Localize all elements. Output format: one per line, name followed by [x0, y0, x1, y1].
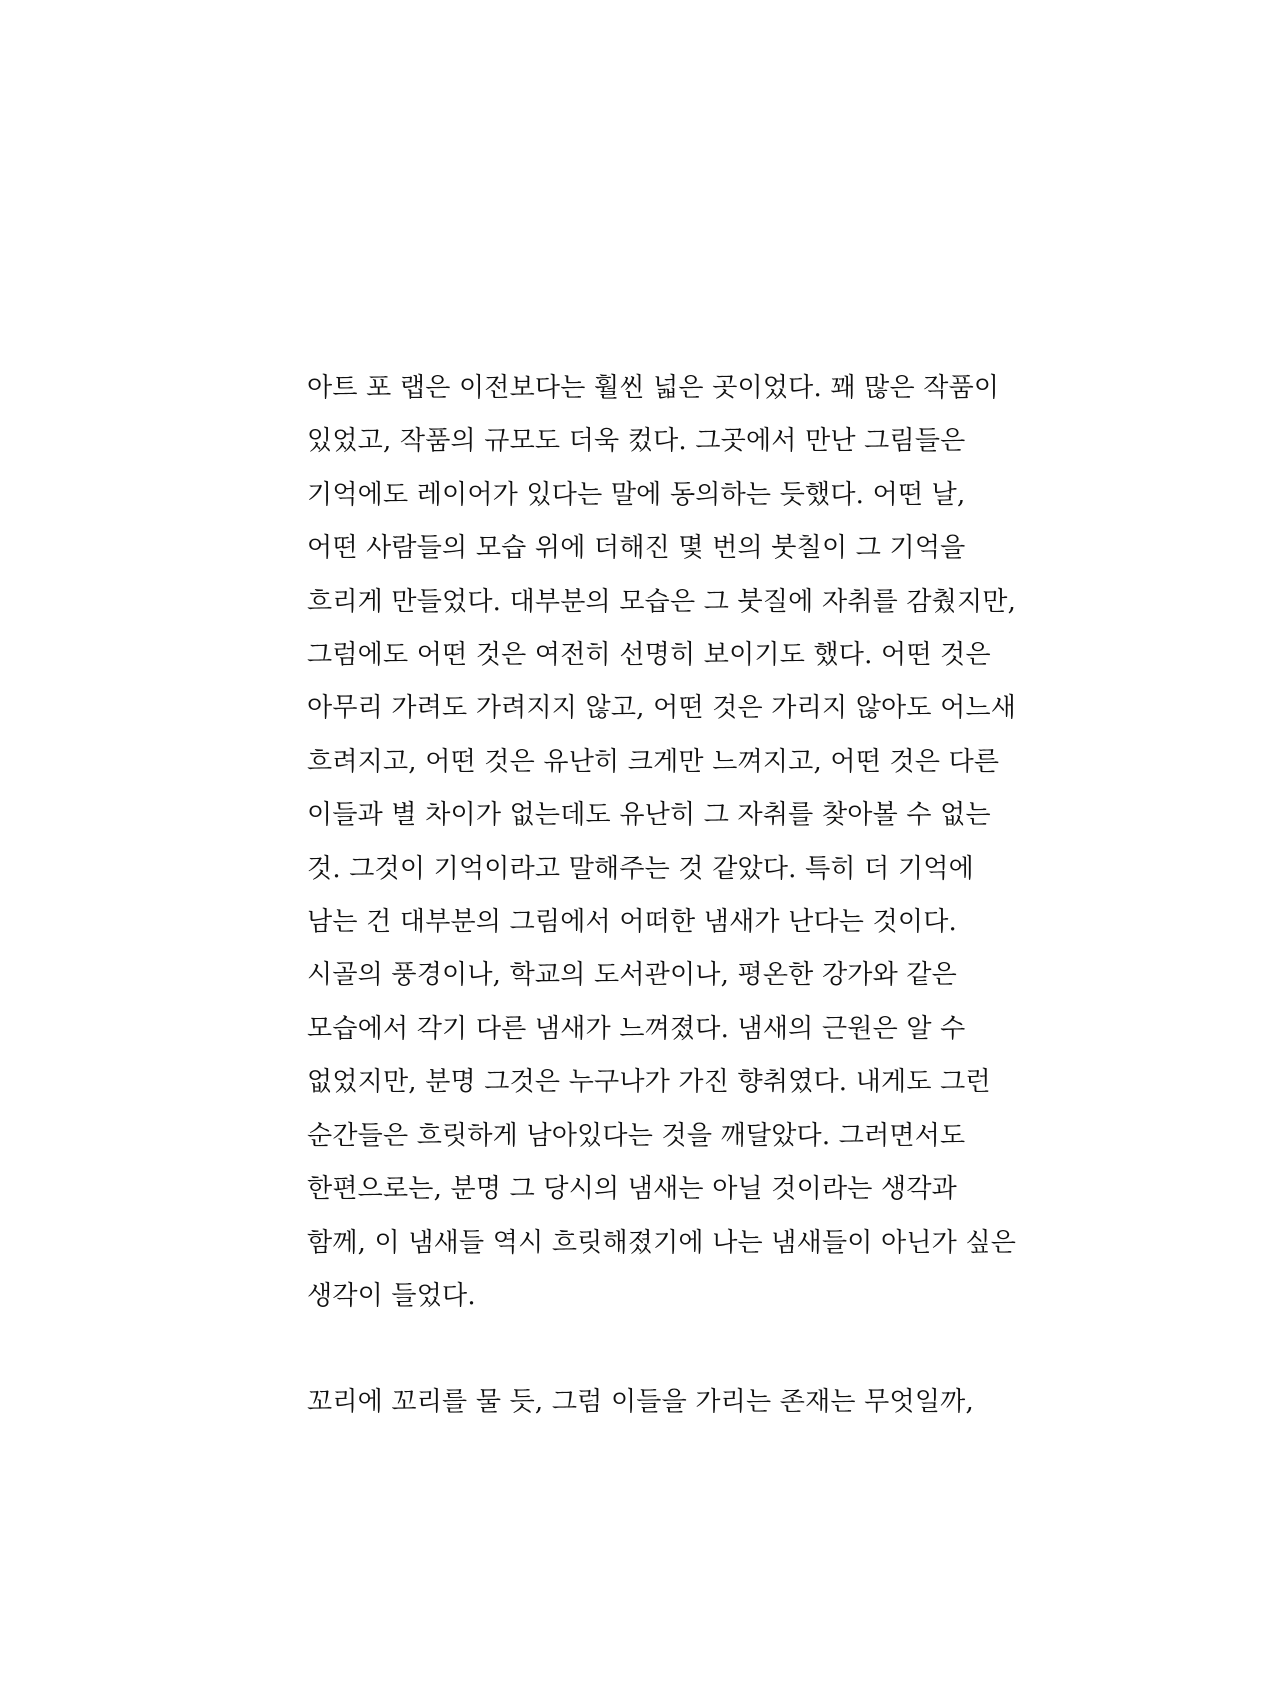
- text-line: 꼬리에 꼬리를 물 듯, 그럼 이들을 가리는 존재는 무엇일까,: [307, 1387, 974, 1418]
- text-line: 아트 포 랩은 이전보다는 훨씬 넓은 곳이었다. 꽤 많은 작품이: [307, 373, 1000, 403]
- document-page: [307, 362, 1017, 1430]
- text-line: 순간들은 흐릿하게 남아있다는 것을 깨달았다. 그러면서도: [307, 1120, 966, 1151]
- text-line: 그럼에도 어떤 것은 여전히 선명히 보이기도 했다. 어떤 것은: [307, 640, 991, 671]
- text-line: 한편으로는, 분명 그 당시의 냄새는 아닐 것이라는 생각과: [307, 1174, 957, 1205]
- text-line: 모습에서 각기 다른 냄새가 느껴졌다. 냄새의 근원은 알 수: [307, 1013, 966, 1044]
- text-line: 기억에도 레이어가 있다는 말에 동의하는 듯했다. 어떤 날,: [307, 479, 966, 510]
- text-line: 어떤 사람들의 모습 위에 더해진 몇 번의 붓칠이 그 기억을: [307, 533, 966, 564]
- text-line: 아무리 가려도 가려지지 않고, 어떤 것은 가리지 않아도 어느새: [307, 693, 1017, 724]
- text-line: 이들과 별 차이가 없는데도 유난히 그 자취를 찾아볼 수 없는: [307, 800, 991, 831]
- text-line: 시골의 풍경이나, 학교의 도서관이나, 평온한 강가와 같은: [307, 960, 957, 991]
- text-line: 흐리게 만들었다. 대부분의 모습은 그 붓질에 자취를 감췄지만,: [307, 586, 1017, 617]
- text-line: 없었지만, 분명 그것은 누구나가 가진 향취였다. 내게도 그런: [307, 1067, 991, 1098]
- paragraph-1: [307, 362, 1017, 1323]
- text-line: 남는 건 대부분의 그림에서 어떠한 냄새가 난다는 것이다.: [307, 907, 957, 938]
- text-line: 있었고, 작품의 규모도 더욱 컸다. 그곳에서 만난 그림들은: [307, 426, 966, 457]
- paragraph-2: [307, 1376, 987, 1429]
- text-line: 생각이 들었다.: [307, 1280, 476, 1311]
- paragraph-spacer: [307, 1323, 987, 1376]
- text-line: 흐려지고, 어떤 것은 유난히 크게만 느껴지고, 어떤 것은 다른: [307, 746, 1000, 777]
- text-line: 것. 그것이 기억이라고 말해주는 것 같았다. 특히 더 기억에: [307, 853, 974, 884]
- text-line: 함께, 이 냄새들 역시 흐릿해졌기에 나는 냄새들이 아닌가 싶은: [307, 1227, 1017, 1258]
